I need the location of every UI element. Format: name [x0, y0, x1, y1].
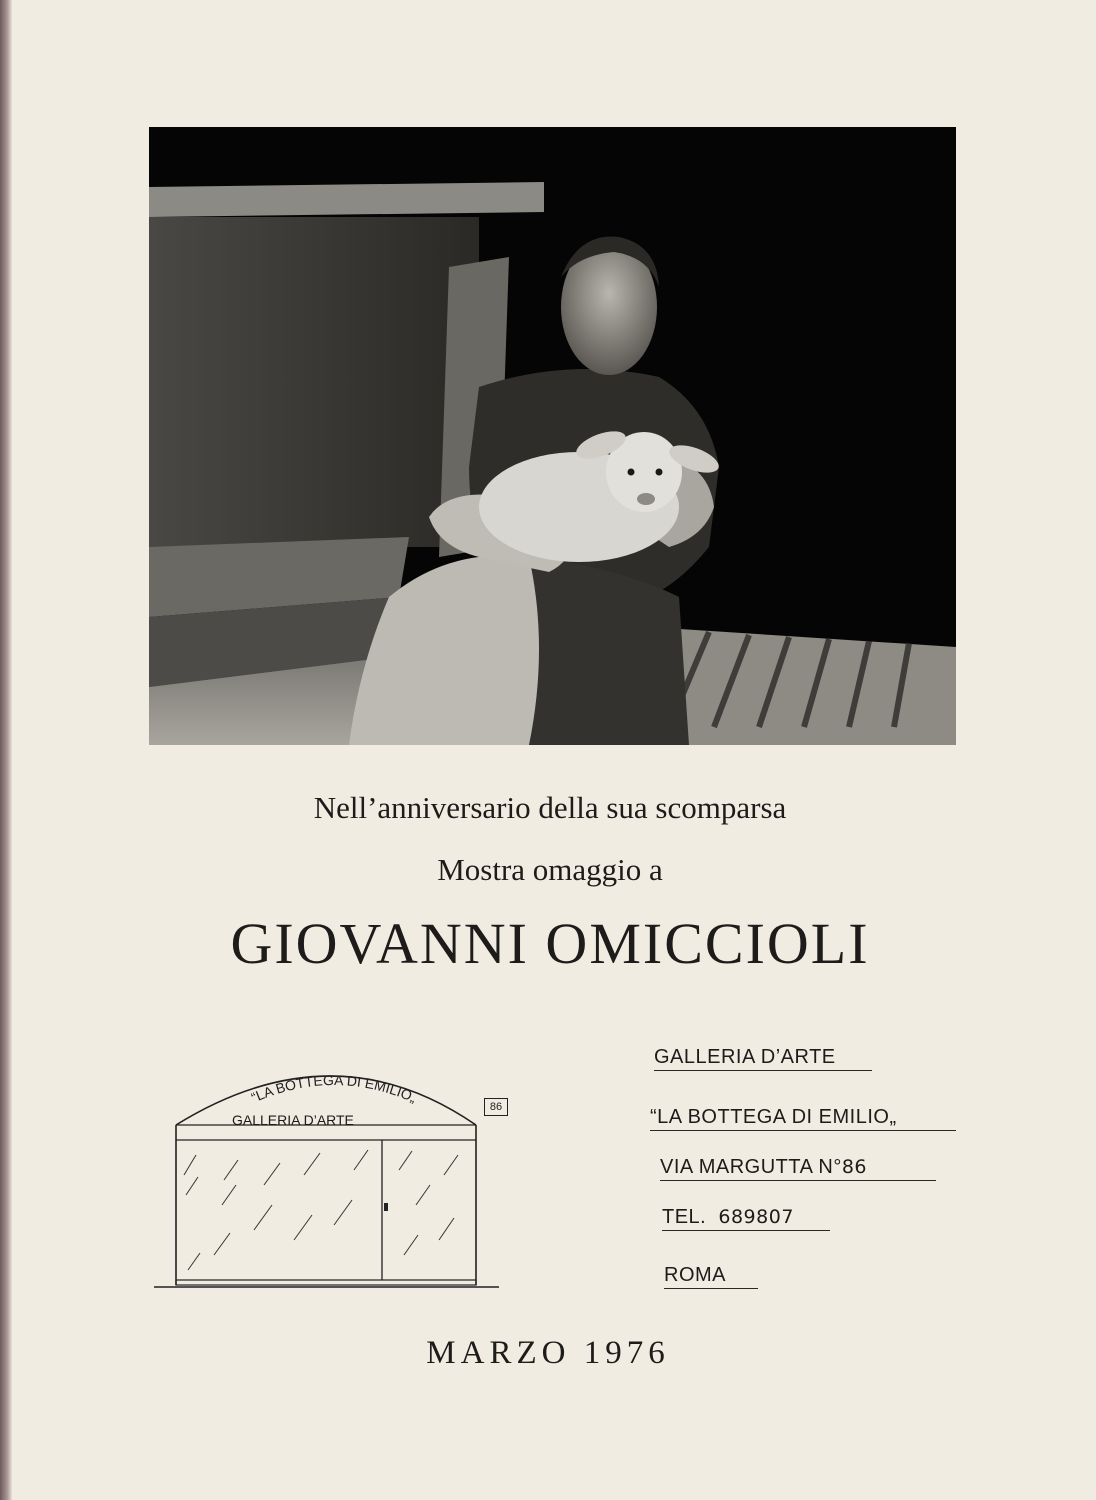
address-street-label: VIA MARGUTTA N° [660, 1156, 842, 1178]
exhibition-date: MARZO 1976 [426, 1335, 670, 1371]
address-phone-number: 689807 [718, 1206, 794, 1228]
address-street-number: 86 [841, 1156, 868, 1178]
tribute-subtitle: Mostra omaggio a [437, 852, 663, 887]
street-number-plate: 86 [484, 1098, 508, 1116]
gallery-address-block [650, 1040, 980, 1300]
address-street [660, 1156, 936, 1181]
arch-text-path: “LA BOTTEGA DI EMILIO„ [248, 1071, 420, 1106]
address-phone-label: TEL. [662, 1206, 707, 1228]
address-gallery-type: GALLERIA D’ARTE [654, 1046, 872, 1071]
anniversary-subtitle: Nell’anniversario della sua scomparsa [313, 790, 787, 825]
gallery-storefront-drawing [154, 1055, 514, 1295]
address-city: ROMA [664, 1264, 758, 1289]
arch-text [249, 1072, 420, 1106]
address-gallery-name: “LA BOTTEGA DI EMILIO„ [650, 1106, 956, 1131]
page-left-edge [0, 0, 12, 1500]
artist-name-title: GIOVANNI OMICCIOLI [230, 911, 870, 976]
portrait-photo [149, 127, 956, 745]
address-phone [662, 1206, 830, 1231]
storefront-sign: GALLERIA D’ARTE [232, 1112, 354, 1128]
